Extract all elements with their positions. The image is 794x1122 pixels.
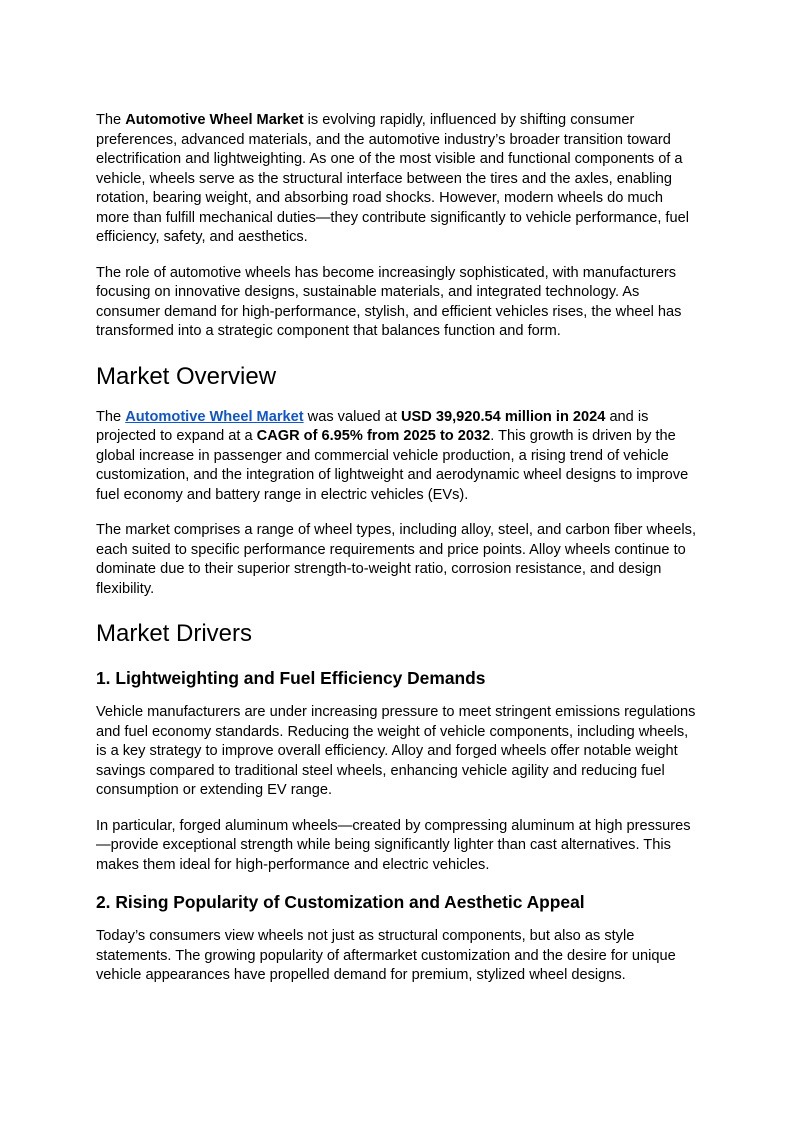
intro-paragraph-1 <box>96 111 696 248</box>
cagr-bold: CAGR of 6.95% from 2025 to 2032 <box>256 428 491 444</box>
overview-text: and is projected to expand at a <box>96 408 649 444</box>
intro-paragraph-2: The role of automotive wheels has become increasingly sophisticated, with manufacturers focusing on innovative designs, sustainable materials, and integrated technology. As consumer demand for high-performance, stylish, and efficient vehicles rises, the wheel has transformed into a strategic component that balances function and form. <box>96 264 682 339</box>
heading-market-overview: Market Overview <box>96 362 277 390</box>
heading-market-drivers: Market Drivers <box>96 620 253 647</box>
automotive-wheel-market-link[interactable]: Automotive Wheel Market <box>125 408 304 425</box>
driver-1-paragraph-1: Vehicle manufacturers are under increasing pressure to meet stringent emissions regulations and fuel economy standards. Reducing the weight of vehicle components, including wheels, is a key strategy to improve overall efficiency. Alloy and forged wheels offer notable weight savings compared to traditional steel wheels, enhancing vehicle agility and reducing fuel consumption or extending EV range. <box>96 704 696 798</box>
overview-text: The <box>96 408 126 425</box>
driver-2-paragraph-1: Today’s consumers view wheels not just as structural components, but also as style statements. The growing popularity of aftermarket customization and the desire for unique vehicle appearances have propelled demand for premium, stylized wheel designs. <box>96 928 676 983</box>
driver-1-paragraph-2: In particular, forged aluminum wheels—created by compressing aluminum at high pressures—provide exceptional strength while being significantly lighter than cast alternatives. This makes them ideal for high-performance and electric vehicles. <box>96 817 691 873</box>
overview-text: was valued at <box>303 408 401 425</box>
overview-paragraph-2: The market comprises a range of wheel types, including alloy, steel, and carbon fiber wheels, each suited to specific performance requirements and price points. Alloy wheels continue to dominate due to their superior strength-to-weight ratio, corrosion resistance, and design flexibility. <box>96 522 697 597</box>
heading-driver-2: 2. Rising Popularity of Customization and Aesthetic Appeal <box>96 892 585 912</box>
document-page <box>96 111 696 986</box>
heading-driver-1: 1. Lightweighting and Fuel Efficiency Demands <box>96 668 486 688</box>
overview-text: . This growth is driven by the global increase in passenger and commercial vehicle production, a rising trend of vehicle customization, and the integration of lightweight and aerodynamic wheel designs to improve fuel economy and battery range in electric vehicles (EVs). <box>96 428 689 503</box>
overview-paragraph-1 <box>96 408 696 506</box>
intro-text: is evolving rapidly, influenced by shifting consumer preferences, advanced materials, and the automotive industry’s broader transition toward electrification and lightweighting. As one of the most visible and functional components of a vehicle, wheels serve as the structural interface between the tires and the axles, enabling rotation, bearing weight, and absorbing road shocks. However, modern wheels do much more than fulfill mechanical duties—they contribute significantly to vehicle performance, fuel efficiency, safety, and aesthetics. <box>96 112 689 245</box>
intro-text: The <box>96 112 126 128</box>
market-name-bold: Automotive Wheel Market <box>125 112 304 128</box>
market-value-bold: USD 39,920.54 million in 2024 <box>400 408 606 425</box>
